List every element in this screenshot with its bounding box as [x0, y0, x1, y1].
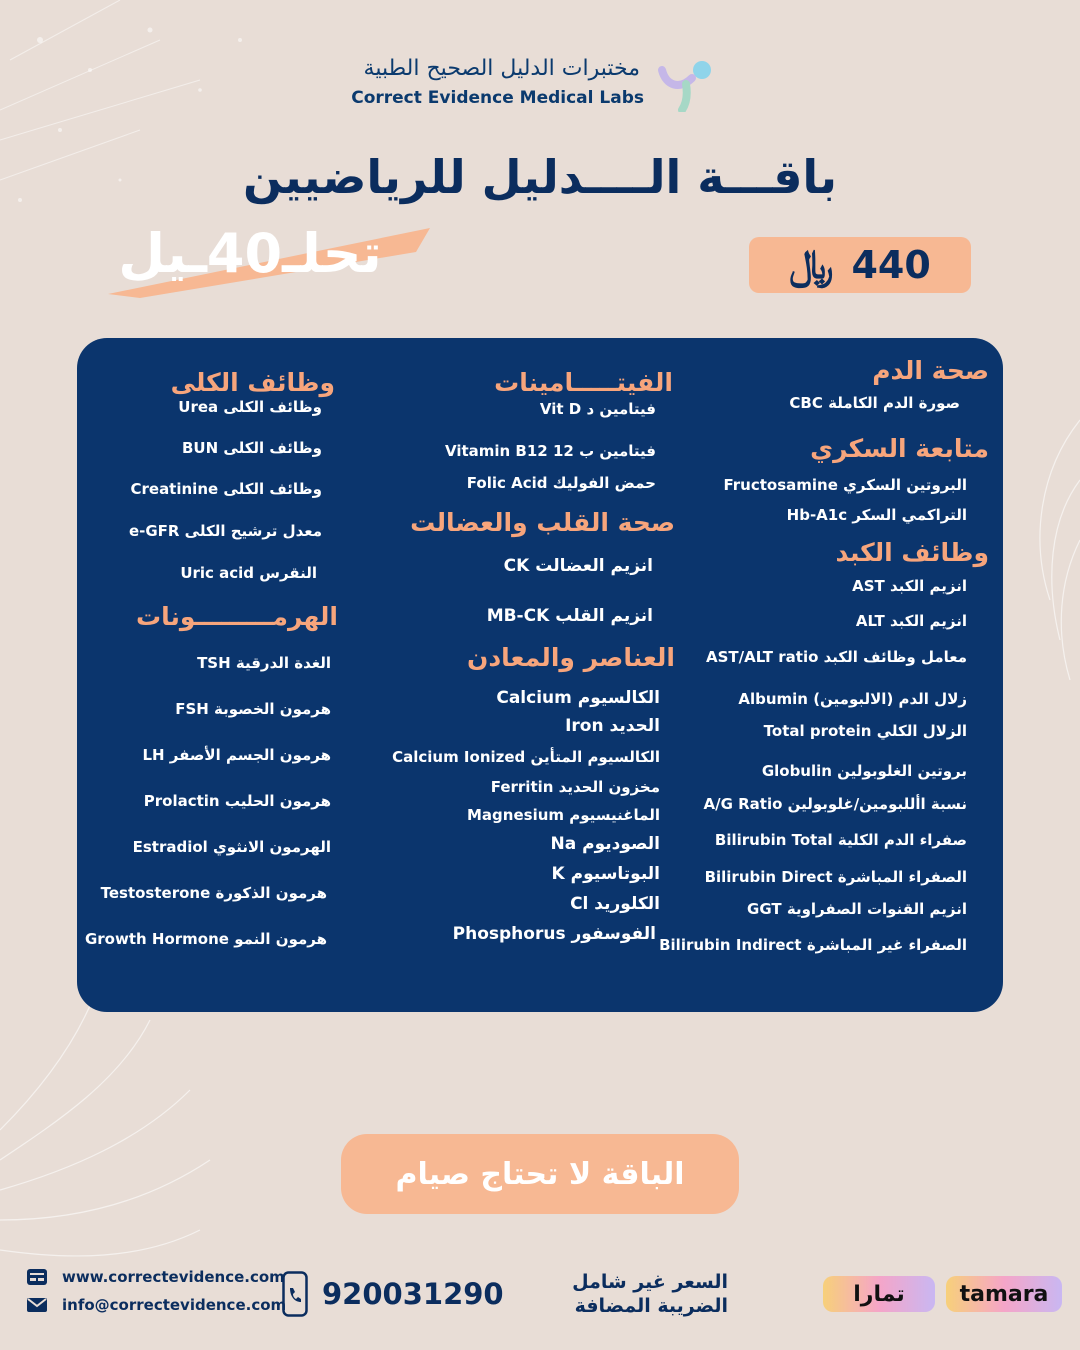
section-heading: متابعة السكري	[810, 434, 989, 463]
tests-column-right	[77, 338, 1003, 1012]
test-item: فيتامين د Vit D	[539, 400, 656, 418]
test-item: الفوسفور Phosphorus	[452, 924, 656, 944]
test-item: معدل ترشيح الكلى e-GFR	[128, 522, 322, 540]
website-row[interactable]	[26, 1268, 285, 1286]
test-item: مخزون الحديد Ferritin	[490, 778, 660, 796]
section-heading: وظائف الكبد	[835, 538, 989, 567]
test-item: الزلال الكلي Total protein	[763, 722, 967, 740]
riyal-currency-icon: ﷼	[789, 242, 834, 288]
brand-name-arabic: مختبرات الدليل الصحيح الطبية	[363, 56, 640, 81]
test-item: البروتين السكري Fructosamine	[723, 476, 967, 494]
test-item: الحديد Iron	[565, 716, 660, 736]
test-item: الصفراء غير المباشرة Bilirubin Indirect	[659, 936, 967, 954]
test-item: معامل وظائف الكبد AST/ALT ratio	[706, 648, 967, 666]
test-item: الهرمون الانثوي Estradiol	[132, 838, 331, 856]
section-heading: وظائف الكلى	[170, 368, 335, 397]
test-item: الصوديوم Na	[550, 834, 660, 854]
website-link[interactable]: www.correctevidence.com	[62, 1268, 285, 1286]
price-value: 440	[851, 243, 931, 287]
test-item: فيتامين ب 12 Vitamin B12	[444, 442, 656, 460]
no-fasting-banner: الباقة لا تحتاج صيام	[341, 1134, 739, 1214]
test-item: التراكمي السكر Hb-A1c	[786, 506, 967, 524]
test-item: وظائف الكلى Urea	[178, 398, 322, 416]
brand-logo	[351, 56, 720, 112]
test-item: هرمون الحليب Prolactin	[143, 792, 331, 810]
test-item: وظائف الكلى BUN	[182, 439, 322, 457]
test-item: الكلوريد Cl	[570, 894, 660, 914]
test-item: الماغنيسيوم Magnesium	[467, 806, 660, 824]
test-item: نسبة األلبومين/غلوبولين A/G Ratio	[703, 795, 967, 813]
tests-panel	[77, 338, 1003, 1012]
test-item: صفراء الدم الكلية Bilirubin Total	[714, 831, 967, 849]
price-badge	[749, 237, 971, 293]
test-item: انزيم الكبد ALT	[855, 612, 967, 630]
tamara-logo: tamara	[946, 1276, 1062, 1312]
test-item: هرمون الخصوبة FSH	[175, 700, 331, 718]
section-heading: صحة الدم	[872, 356, 989, 385]
test-item: الغدة الدرقية TSH	[197, 654, 331, 672]
section-heading: الهرمـــــــــونات	[136, 602, 338, 631]
email-row[interactable]	[26, 1296, 286, 1314]
page-title: باقـــة الــــدليل للرياضيين	[243, 150, 837, 204]
test-item: انزيم القنوات الصفراوية GGT	[747, 900, 967, 918]
tamara-arabic-logo: تمارا	[823, 1276, 935, 1312]
test-item: الكالسيوم Calcium	[496, 688, 660, 708]
test-item: وظائف الكلى Creatinine	[130, 480, 322, 498]
test-item: بروتين الغلوبولين Globulin	[761, 762, 967, 780]
test-item: هرمون الجسم الأصفر LH	[142, 746, 331, 764]
email-link[interactable]: info@correctevidence.com	[62, 1296, 287, 1314]
brand-name-english: Correct Evidence Medical Labs	[351, 88, 644, 108]
email-icon	[26, 1296, 48, 1314]
phone-icon	[282, 1271, 308, 1317]
test-item: صورة الدم الكاملة CBC	[789, 394, 960, 412]
vat-note-line1: السعر غير شامل	[572, 1271, 728, 1293]
test-item: انزيم الكبد AST	[852, 577, 967, 595]
test-item: الصفراء المباشرة Bilirubin Direct	[704, 868, 967, 886]
test-item: حمض الفوليك Folic Acid	[466, 474, 656, 492]
section-heading: صحة القلب والعضالت	[410, 508, 675, 537]
test-item: هرمون النمو Growth Hormone	[84, 930, 327, 948]
section-heading: الفيتـــــامينات	[494, 368, 673, 397]
test-item: زلال الدم (الالبومين) Albumin	[738, 690, 967, 708]
phone-number[interactable]: 920031290	[322, 1277, 504, 1311]
test-item: هرمون الذكورة Testosterone	[100, 884, 327, 902]
test-item: انزيم القلب MB-CK	[486, 606, 653, 626]
test-item: انزيم العضالت CK	[503, 556, 653, 576]
test-item: البوتاسيوم K	[551, 864, 660, 884]
website-icon	[26, 1268, 48, 1286]
section-heading: العناصر والمعادن	[467, 643, 675, 672]
test-item: النقرس Uric acid	[180, 564, 317, 582]
tests-count-badge	[100, 222, 430, 302]
tests-count-text: تحلـ40ـيل	[118, 222, 382, 285]
vat-note-line2: الضريبة المضافة	[574, 1295, 728, 1317]
brand-mark-icon	[656, 56, 720, 112]
vat-note	[560, 1270, 728, 1318]
test-item: الكالسيوم المتأين Calcium Ionized	[392, 748, 660, 766]
